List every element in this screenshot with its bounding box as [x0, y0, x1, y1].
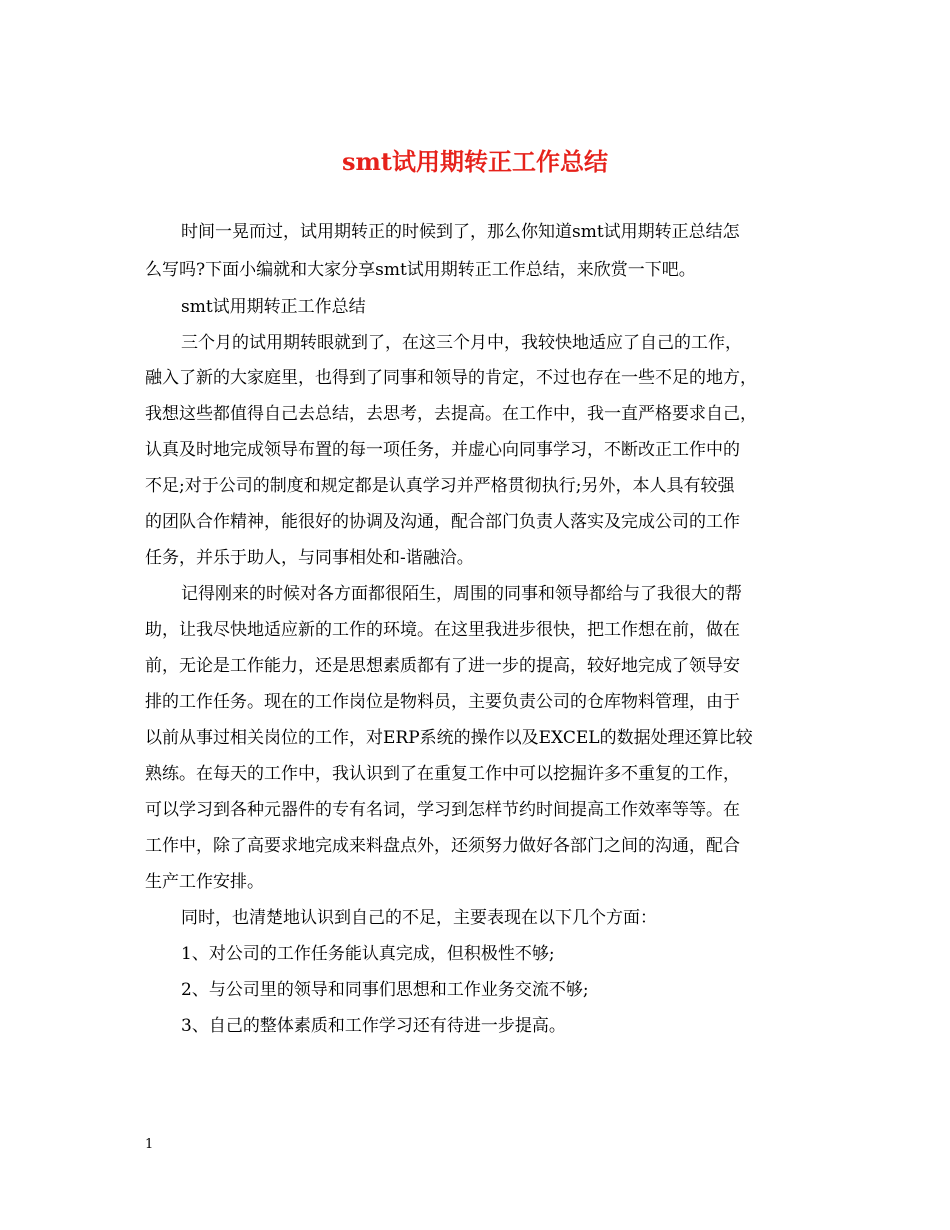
paragraph-line: 的团队合作精神，能很好的协调及沟通，配合部门负责人落实及完成公司的工作 — [145, 512, 740, 532]
paragraph-line: 认真及时地完成领导布置的每一项任务，并虚心向同事学习，不断改正工作中的 — [145, 440, 740, 460]
paragraph-line: 任务，并乐于助人，与同事相处和-谐融洽。 — [145, 548, 474, 568]
page-number: 1 — [145, 1137, 154, 1152]
subheading-line: smt试用期转正工作总结 — [181, 297, 366, 317]
paragraph-line: 三个月的试用期转眼就到了，在这三个月中，我较快地适应了自己的工作， — [181, 333, 742, 353]
paragraph-line: 可以学习到各种元器件的专有名词，学习到怎样节约时间提高工作效率等等。在 — [145, 800, 740, 820]
paragraph-line: 工作中，除了高要求地完成来料盘点外，还须努力做好各部门之间的沟通，配合 — [145, 836, 740, 856]
paragraph-line: 排的工作任务。现在的工作岗位是物料员，主要负责公司的仓库物料管理，由于 — [145, 692, 740, 712]
paragraph-line: 熟练。在每天的工作中，我认识到了在重复工作中可以挖掘许多不重复的工作， — [145, 764, 740, 784]
paragraph-line: 同时，也清楚地认识到自己的不足，主要表现在以下几个方面： — [181, 908, 657, 928]
document-title: smt试用期转正工作总结 — [342, 147, 608, 176]
paragraph-line: 不足;对于公司的制度和规定都是认真学习并严格贯彻执行;另外，本人具有较强 — [145, 476, 735, 496]
paragraph-line: 融入了新的大家庭里，也得到了同事和领导的肯定，不过也存在一些不足的地方， — [145, 368, 757, 388]
list-item: 2、与公司里的领导和同事们思想和工作业务交流不够; — [181, 980, 589, 1000]
list-item: 1、对公司的工作任务能认真完成，但积极性不够; — [181, 944, 555, 964]
list-item: 3、自己的整体素质和工作学习还有待进一步提高。 — [181, 1016, 566, 1036]
paragraph-line: 生产工作安排。 — [145, 872, 264, 892]
paragraph-line: 记得刚来的时候对各方面都很陌生，周围的同事和领导都给与了我很大的帮 — [181, 584, 742, 604]
paragraph-line: 助，让我尽快地适应新的工作的环境。在这里我进步很快，把工作想在前，做在 — [145, 620, 740, 640]
paragraph-line: 么写吗?下面小编就和大家分享smt试用期转正工作总结，来欣赏一下吧。 — [145, 260, 696, 280]
paragraph-line: 我想这些都值得自己去总结，去思考，去提高。在工作中，我一直严格要求自己， — [145, 404, 757, 424]
paragraph-line: 前，无论是工作能力，还是思想素质都有了进一步的提高，较好地完成了领导安 — [145, 656, 740, 676]
paragraph-line: 时间一晃而过，试用期转正的时候到了，那么你知道smt试用期转正总结怎 — [181, 222, 740, 242]
paragraph-line: 以前从事过相关岗位的工作，对ERP系统的操作以及EXCEL的数据处理还算比较 — [145, 728, 753, 748]
